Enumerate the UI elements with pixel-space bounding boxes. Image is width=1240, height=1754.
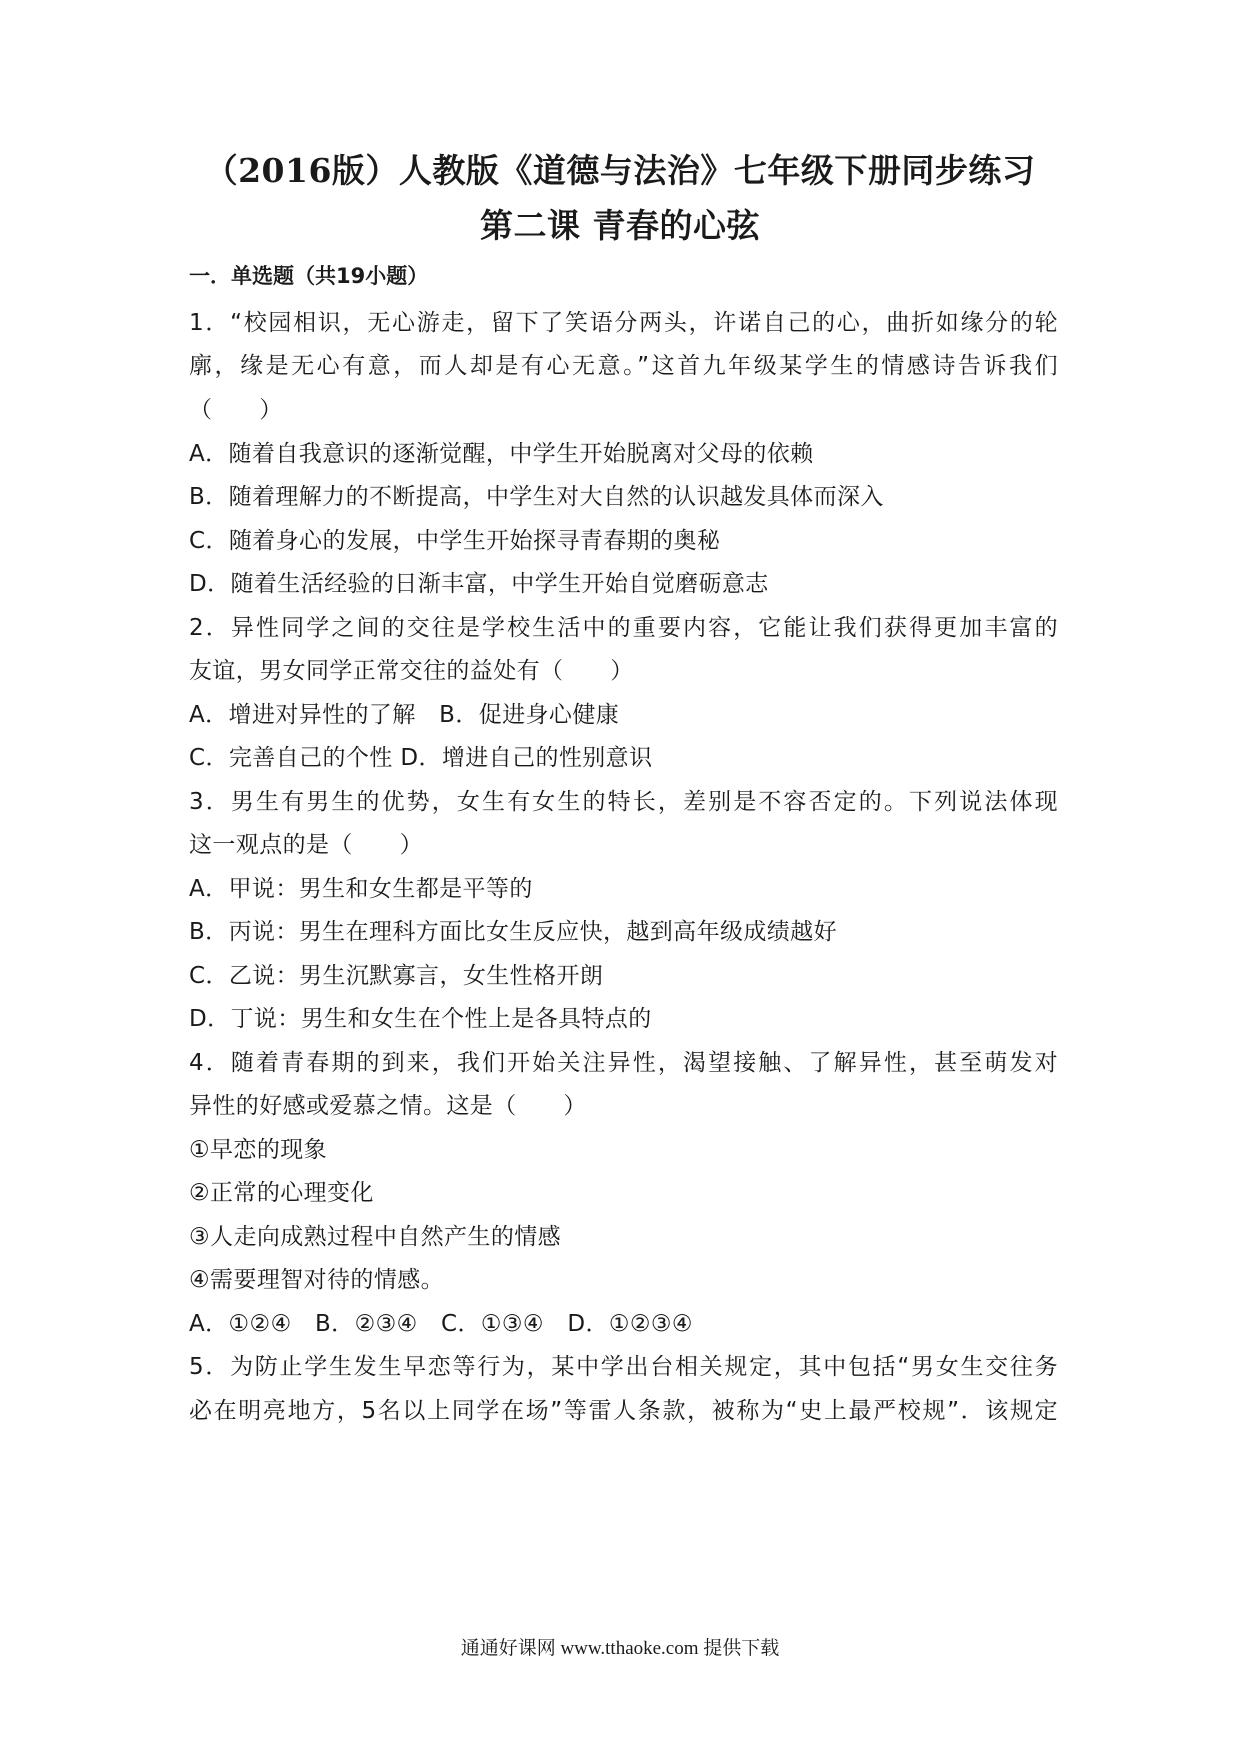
question-3-option-b: B．丙说：男生在理科方面比女生反应快，越到高年级成绩越好 [189,919,837,945]
question-1-line-1: 1．“校园相识，无心游走，留下了笑语分两头，许诺自己的心，曲折如缘分的轮 [189,310,1058,336]
question-3-line-2: 这一观点的是（ ） [189,832,423,858]
question-3-option-d: D．丁说：男生和女生在个性上是各具特点的 [189,1006,652,1032]
question-1-option-a: A．随着自我意识的逐渐觉醒，中学生开始脱离对父母的依赖 [189,441,814,467]
question-4-statement-1: ①早恋的现象 [189,1137,328,1163]
question-2-line-1: 2．异性同学之间的交往是学校生活中的重要内容，它能让我们获得更加丰富的 [189,615,1058,641]
question-2-line-2: 友谊，男女同学正常交往的益处有（ ） [189,658,634,684]
question-1-option-c: C．随着身心的发展，中学生开始探寻青春期的奥秘 [189,528,721,554]
question-1-line-3: （ ） [189,397,283,423]
question-1-line-2: 廓，缘是无心有意，而人却是有心无意。”这首九年级某学生的情感诗告诉我们 [189,353,1058,379]
question-1-option-d: D．随着生活经验的日渐丰富，中学生开始自觉磨砺意志 [189,571,769,597]
question-4-statement-3: ③人走向成熟过程中自然产生的情感 [189,1224,562,1250]
question-5-line-1: 5．为防止学生发生早恋等行为，某中学出台相关规定，其中包括“男女生交往务 [189,1354,1058,1380]
document-title: （2016版）人教版《道德与法治》七年级下册同步练习 [204,151,1036,190]
question-4-statement-2: ②正常的心理变化 [189,1180,374,1206]
question-5-line-2: 必在明亮地方，5名以上同学在场”等雷人条款，被称为“史上最严校规”．该规定 [189,1398,1058,1424]
page-footer: 通通好课网 www.tthaoke.com 提供下载 [460,1638,780,1659]
question-3-option-a: A．甲说：男生和女生都是平等的 [189,876,533,902]
question-2-options-ab: A．增进对异性的了解 B．促进身心健康 [189,702,620,728]
question-3-line-1: 3．男生有男生的优势，女生有女生的特长，差别是不容否定的。下列说法体现 [189,789,1058,815]
question-4-line-2: 异性的好感或爱慕之情。这是（ ） [189,1093,587,1119]
question-4-statement-4: ④需要理智对待的情感。 [189,1267,445,1293]
lesson-subtitle: 第二课 青春的心弦 [480,206,760,245]
question-2-options-cd: C．完善自己的个性 D．增进自己的性别意识 [189,745,653,771]
question-4-line-1: 4．随着青春期的到来，我们开始关注异性，渴望接触、了解异性，甚至萌发对 [189,1050,1058,1076]
question-3-option-c: C．乙说：男生沉默寡言，女生性格开朗 [189,963,604,989]
question-1-option-b: B．随着理解力的不断提高，中学生对大自然的认识越发具体而深入 [189,484,884,510]
question-4-options: A．①②④ B．②③④ C．①③④ D．①②③④ [189,1311,693,1337]
section-heading: 一．单选题（共19小题） [189,264,429,288]
